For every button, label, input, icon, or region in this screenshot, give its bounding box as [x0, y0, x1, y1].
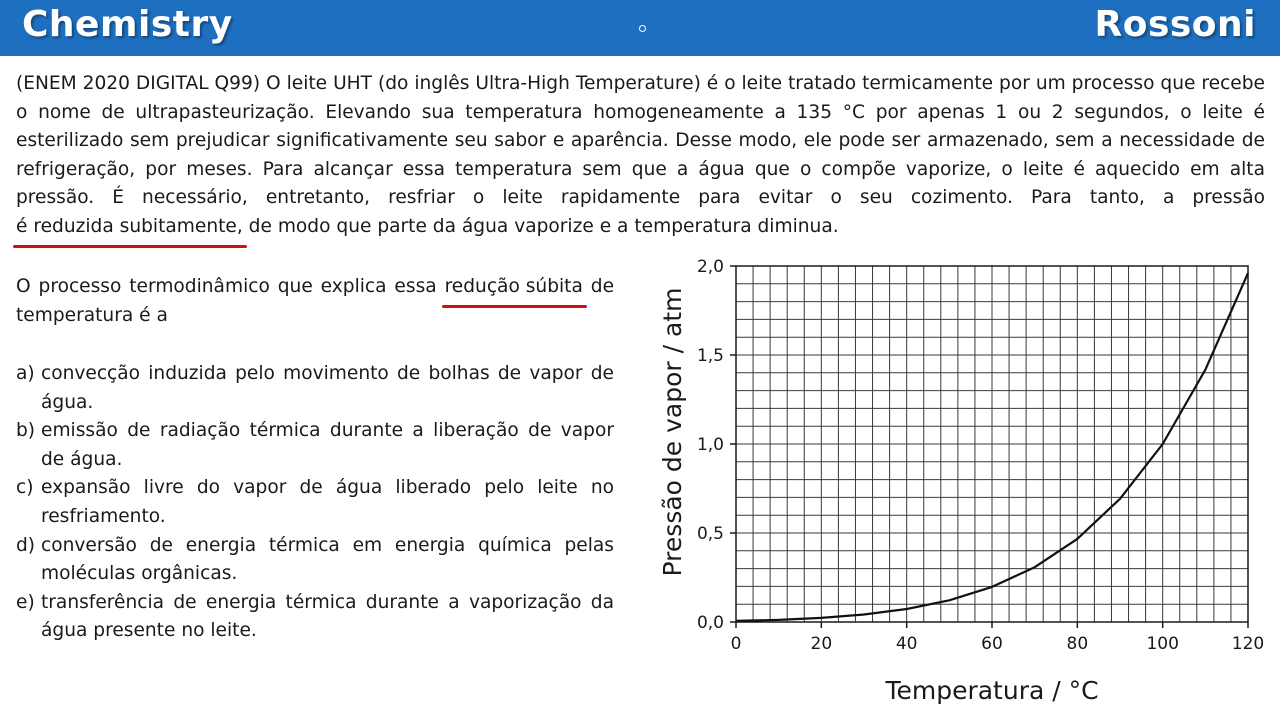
- cursor-dot-icon: [639, 25, 646, 32]
- option-text: conversão de energia térmica em energia química pelas moléculas orgânicas.: [41, 534, 614, 585]
- x-tick-label: 40: [895, 634, 918, 654]
- question-statement: [16, 70, 1265, 242]
- option-text: convecção induzida pelo movimento de bolhas de vapor de água.: [41, 363, 614, 413]
- x-tick-label: 60: [981, 634, 1003, 654]
- option-letter: e): [16, 591, 35, 613]
- option-c[interactable]: [16, 474, 614, 531]
- x-tick-label: 80: [1066, 634, 1089, 654]
- x-tick-label: 120: [1231, 634, 1265, 654]
- option-letter: b): [16, 420, 36, 442]
- question-prompt: [16, 273, 614, 330]
- y-tick-label: 0,5: [696, 524, 724, 544]
- header-bar: [0, 0, 1280, 56]
- prompt-text-2: de temperatura é a: [16, 276, 615, 326]
- subject-title: Chemistry: [22, 4, 233, 45]
- x-tick-label: 0: [730, 634, 742, 654]
- option-b[interactable]: [16, 417, 614, 474]
- author-name: Rossoni: [1094, 4, 1256, 45]
- option-letter: c): [16, 477, 34, 499]
- y-tick-label: 1,5: [696, 346, 724, 366]
- prompt-highlight: redução súbita: [445, 273, 583, 302]
- answer-options: [16, 360, 614, 646]
- x-tick-label: 20: [810, 634, 833, 654]
- x-axis-label: Temperatura / °C: [885, 676, 1099, 705]
- statement-highlight: é reduzida subitamente,: [16, 213, 243, 242]
- option-d[interactable]: [16, 532, 614, 589]
- option-text: expansão livre do vapor de água liberado pelo leite no resfriamento.: [41, 477, 614, 527]
- prompt-text-1: O processo termodinâmico que explica essa: [16, 276, 445, 297]
- statement-text-1: (ENEM 2020 DIGITAL Q99) O leite UHT (do inglês Ultra-High Temperature) é o leite tratado termicamente por um processo que recebe o nome de ultrapasteurização. Elevando sua temperatura homogeneamente a 135 °C por apenas 1 ou 2 segundos, o leite é esterilizado sem prejudicar significativamente seu sabor e aparência. Desse modo, ele pode ser armazenado, sem a necessidade de refrigeração, por meses. Para alcançar essa temperatura sem que a água que o compõe vaporize, o leite é aquecido em alta pressão. É necessário, entretanto, resfriar o leite rapidamente para evitar o seu cozimento. Para tanto, a pressão: [16, 73, 1265, 209]
- option-text: emissão de radiação térmica durante a liberação de vapor de água.: [41, 420, 614, 470]
- y-axis-label: Pressão de vapor / atm: [658, 287, 687, 577]
- y-tick-label: 1,0: [696, 435, 724, 455]
- option-letter: a): [16, 363, 35, 384]
- statement-text-2: de modo que parte da água vaporize e a temperatura diminua.: [242, 215, 839, 237]
- y-tick-label: 2,0: [696, 257, 724, 277]
- vapor-pressure-chart: [640, 248, 1270, 710]
- x-tick-label: 100: [1146, 634, 1179, 654]
- y-tick-label: 0,0: [696, 613, 724, 633]
- option-a[interactable]: [16, 360, 614, 417]
- option-text: transferência de energia térmica durante a vaporização da água presente no leite.: [41, 591, 614, 642]
- option-e[interactable]: [16, 589, 614, 646]
- option-letter: d): [16, 534, 36, 556]
